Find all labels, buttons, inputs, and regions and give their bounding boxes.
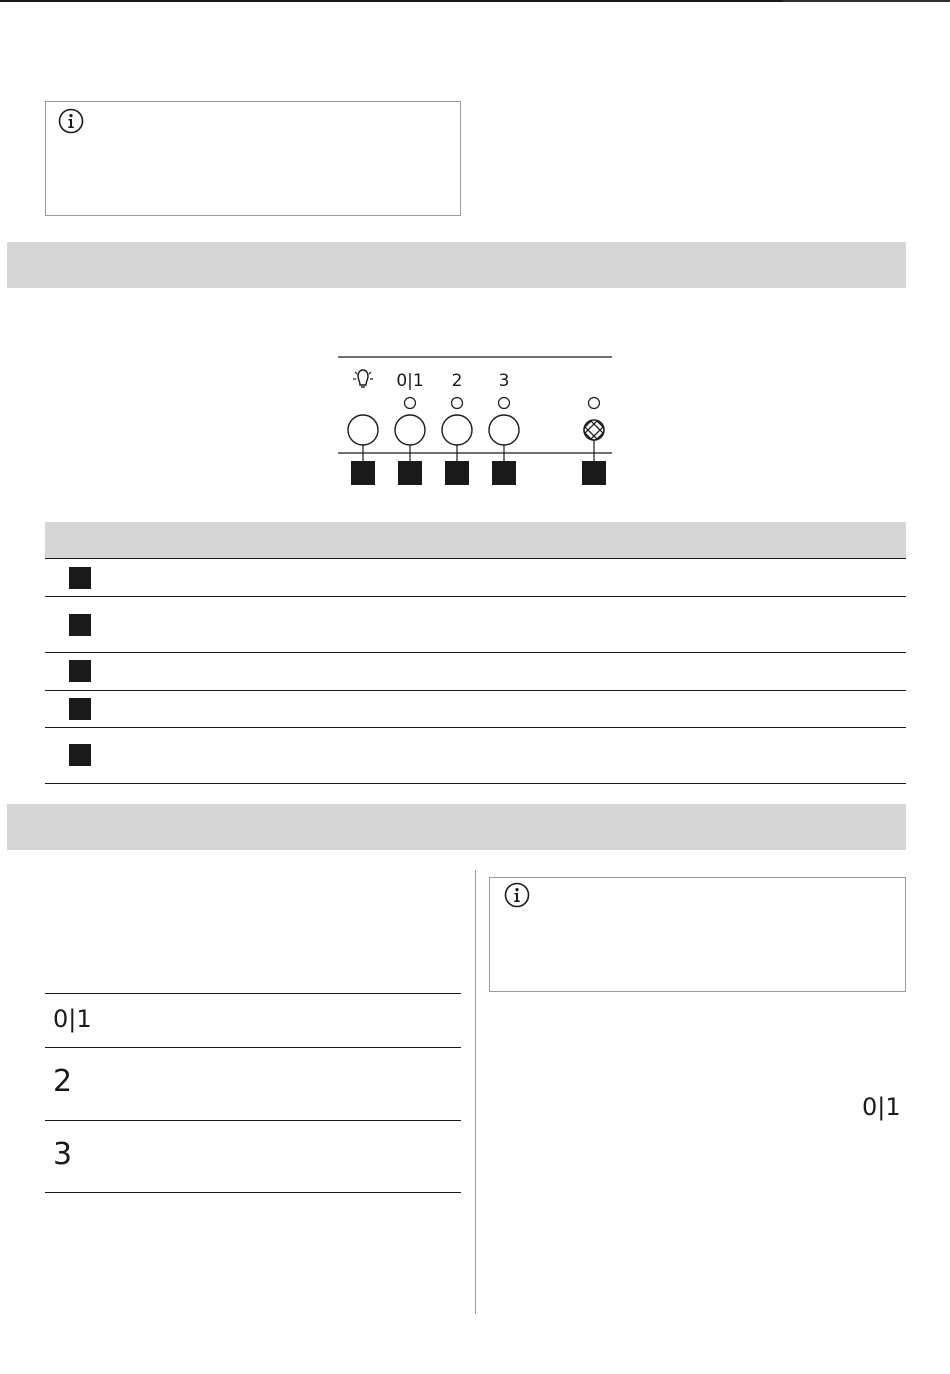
panel-label-speed-3: 3: [498, 371, 510, 391]
section-band-daily-use: [7, 804, 906, 850]
light-bulb-icon: [353, 370, 373, 387]
row-marker: [69, 567, 91, 589]
indicator-filter: [589, 398, 600, 409]
callout-square-1: [351, 461, 375, 485]
panel-label-power: 0|1: [396, 371, 424, 391]
info-box-top: [45, 101, 461, 216]
list-item: [45, 1047, 461, 1121]
table-row: [45, 559, 906, 597]
column-divider: [475, 870, 476, 1314]
indicator-power: [405, 398, 416, 409]
light-button[interactable]: [348, 415, 378, 445]
table-row: [45, 653, 906, 691]
indicator-speed-2: [452, 398, 463, 409]
info-icon: [58, 108, 84, 134]
section-band-control-panel: [7, 242, 906, 288]
callout-square-2: [398, 461, 422, 485]
speed-label-2: 2: [53, 1064, 73, 1099]
indicator-speed-3: [499, 398, 510, 409]
info-box-right: [489, 877, 906, 992]
inline-power-symbol: 0|1: [862, 1093, 901, 1121]
callout-square-3: [445, 461, 469, 485]
row-marker: [69, 698, 91, 720]
power-button[interactable]: [395, 415, 425, 445]
grease-filter-icon: [580, 416, 608, 444]
callout-square-5: [582, 461, 606, 485]
top-rule-right: [783, 0, 950, 2]
speed-3-button[interactable]: [489, 415, 519, 445]
info-icon: [504, 882, 530, 908]
row-marker: [69, 660, 91, 682]
speed-label-3: 3: [53, 1137, 73, 1172]
row-marker: [69, 614, 91, 636]
control-table-header: [45, 522, 906, 559]
list-bottom-rule: [45, 1192, 461, 1193]
callout-square-4: [492, 461, 516, 485]
row-marker: [69, 744, 91, 766]
table-row: [45, 597, 906, 653]
top-rule: [0, 0, 783, 2]
table-row: [45, 728, 906, 784]
list-item: [45, 993, 461, 1048]
panel-label-speed-2: 2: [451, 371, 463, 391]
speed-2-button[interactable]: [442, 415, 472, 445]
control-panel-diagram: [336, 355, 616, 495]
list-item: [45, 1120, 461, 1193]
speed-label-power: 0|1: [53, 1005, 92, 1033]
table-row: [45, 691, 906, 728]
